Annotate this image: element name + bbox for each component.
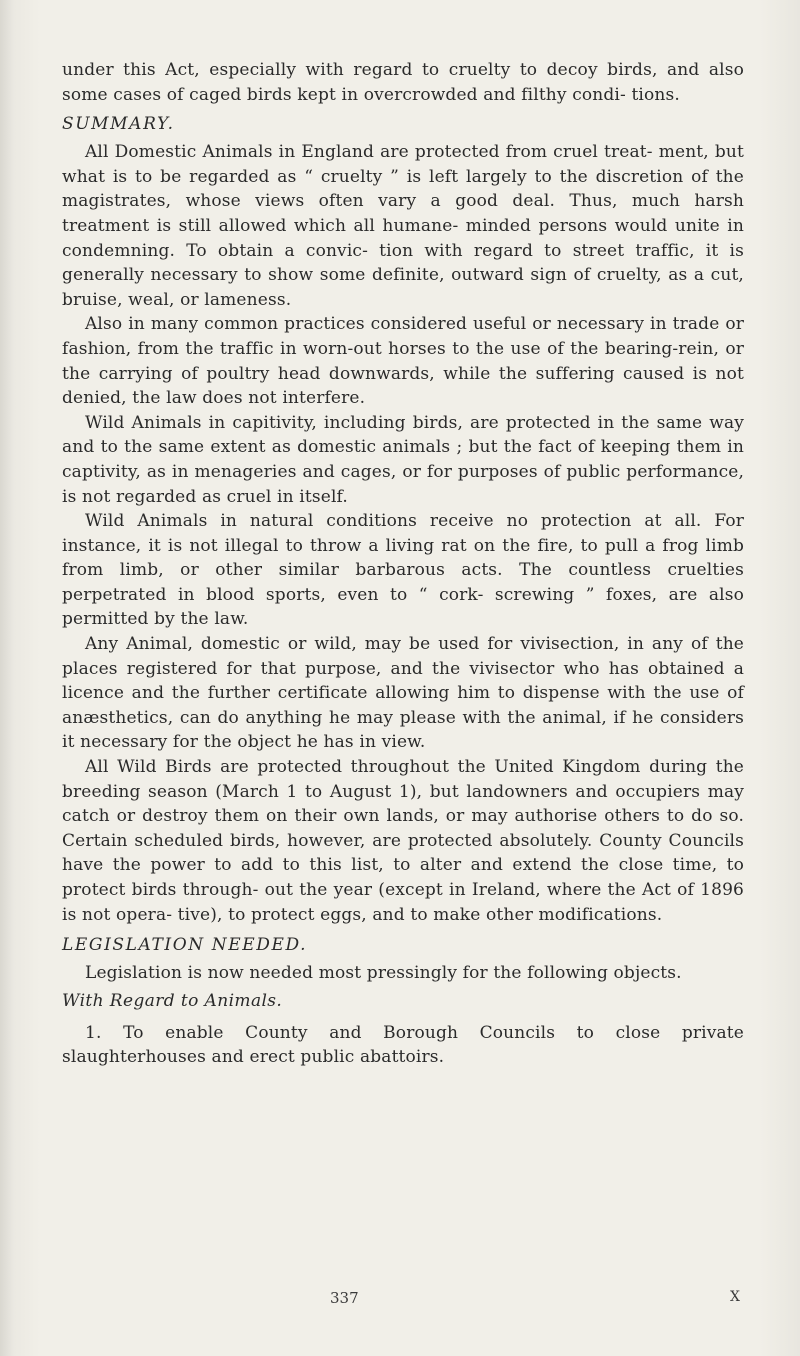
signature-mark: X bbox=[730, 1289, 740, 1305]
page-number: 337 bbox=[330, 1289, 359, 1307]
summary-paragraph-captivity: Wild Animals in capitivity, including birds, are protected in the same way and to the same extent as domestic animals ; but the fact of keeping them in captivity, as in menageries and cages, or for purposes of public performance, is not regarded as cruel in itself. bbox=[62, 412, 744, 507]
summary-paragraph-trade: Also in many common practices considered useful or necessary in trade or fashion, from the traffic in worn-out horses to the use of the bearing-rein, or the carrying of poultry head downwards, while the suffering caused is not denied, the law does not interfere. bbox=[62, 314, 744, 409]
legislation-heading: LEGISLATION NEEDED. bbox=[62, 935, 308, 956]
page-content bbox=[62, 58, 744, 1070]
summary-paragraph-vivisection: Any Animal, domestic or wild, may be used for vivisection, in any of the places registered for that purpose, and the vivisector who has obtained a licence and the further certificate allowing him to dispense with the use of anæsthetics, can do anything he may please with the animal, if he considers it necessary for the object he has in view. bbox=[62, 634, 744, 753]
continuation-paragraph: under this Act, especially with regard to cruelty to decoy birds, and also some cases of caged birds kept in overcrowded and filthy condi- tions. bbox=[62, 60, 744, 105]
summary-paragraph-natural: Wild Animals in natural conditions receive no protection at all. For instance, it is not illegal to throw a living rat on the fire, to pull a frog limb from limb, or other similar barbarous acts. The countless cruelties perpetrated in blood sports, even to “ cork- screwing ” foxes, are also permitted by the law. bbox=[62, 511, 744, 630]
animals-subheading: With Regard to Animals. bbox=[62, 990, 283, 1011]
summary-paragraph-wild-birds: All Wild Birds are protected throughout the United Kingdom during the breeding season (March 1 to August 1), but landowners and occupiers may catch or destroy them on their own lands, or may authorise others to do so. Certain scheduled birds, however, are protected absolutely. County Councils have the power to add to this list, to alter and extend the close time, to protect birds through- out the year (except in Ireland, where the Act of 1896 is not opera- tive), to protect eggs, and to make other modifications. bbox=[62, 757, 744, 925]
legislation-intro: Legislation is now needed most pressingly for the following objects. bbox=[85, 963, 682, 984]
summary-paragraph-domestic: All Domestic Animals in England are protected from cruel treat- ment, but what is to be regarded as “ cruelty ” is left largely to the discretion of the magistrates, whose views often vary a good deal. Thus, much harsh treatment is still allowed which all humane- minded persons would unite in condemning. To obtain a convic- tion with regard to street traffic, it is generally necessary to show some definite, outward sign of cruelty, as a cut, bruise, weal, or lameness. bbox=[62, 142, 744, 310]
legislation-item-1: 1. To enable County and Borough Councils to close private slaughterhouses and erect public abattoirs. bbox=[62, 1022, 744, 1068]
summary-heading: SUMMARY. bbox=[62, 114, 175, 135]
